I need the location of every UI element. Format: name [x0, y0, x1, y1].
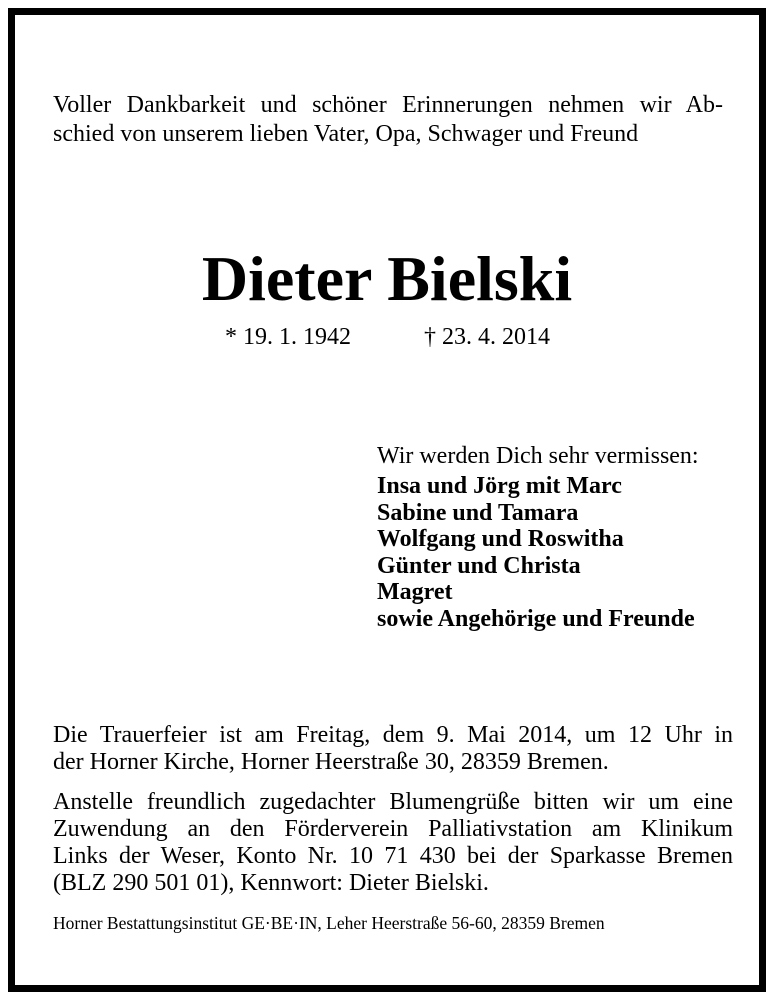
- intro-line-1: Voller Dankbarkeit und schöner Erinnerungen nehmen wir Ab-: [53, 92, 723, 118]
- ceremony-paragraph: [53, 722, 733, 776]
- death-date: † 23. 4. 2014: [424, 324, 550, 350]
- intro-text: [53, 91, 723, 149]
- mourner-name: Insa und Jörg mit Marc: [377, 473, 622, 499]
- obituary-frame: [8, 8, 766, 992]
- ceremony-line-1: Die Trauerfeier ist am Freitag, dem 9. Mai 2014, um 12 Uhr in: [53, 722, 733, 748]
- donation-line-1: Anstelle freundlich zugedachter Blumengrüße bitten wir um eine: [53, 789, 733, 815]
- donation-line-3: Links der Weser, Konto Nr. 10 71 430 bei der Sparkasse Bremen: [53, 843, 733, 869]
- mourner-name: Günter und Christa: [377, 552, 581, 579]
- donation-line-4: (BLZ 290 501 01), Kennwort: Dieter Bielski.: [53, 870, 489, 896]
- birth-date: * 19. 1. 1942: [225, 324, 351, 350]
- donation-line-2: Zuwendung an den Förderverein Palliativstation am Klinikum: [53, 816, 733, 842]
- mourner-name: Magret: [377, 579, 453, 605]
- mourners-lead: Wir werden Dich sehr vermissen:: [377, 443, 699, 469]
- intro-line-2: schied von unserem lieben Vater, Opa, Schwager und Freund: [53, 121, 639, 147]
- mourner-name: sowie Angehörige und Freunde: [377, 605, 695, 632]
- mourners-block: [377, 441, 737, 632]
- deceased-name: Dieter Bielski: [201, 243, 573, 314]
- mourner-name: Sabine und Tamara: [377, 499, 579, 526]
- mourners-list: [377, 473, 737, 632]
- ceremony-line-2: der Horner Kirche, Horner Heerstraße 30, 28359 Bremen.: [53, 749, 609, 775]
- mourner-name: Wolfgang und Roswitha: [377, 526, 624, 552]
- undertaker-footer: Horner Bestattungsinstitut GE·BE·IN, Leher Heerstraße 56-60, 28359 Bremen: [53, 913, 605, 933]
- donation-paragraph: [53, 789, 733, 897]
- details-block: [53, 722, 733, 910]
